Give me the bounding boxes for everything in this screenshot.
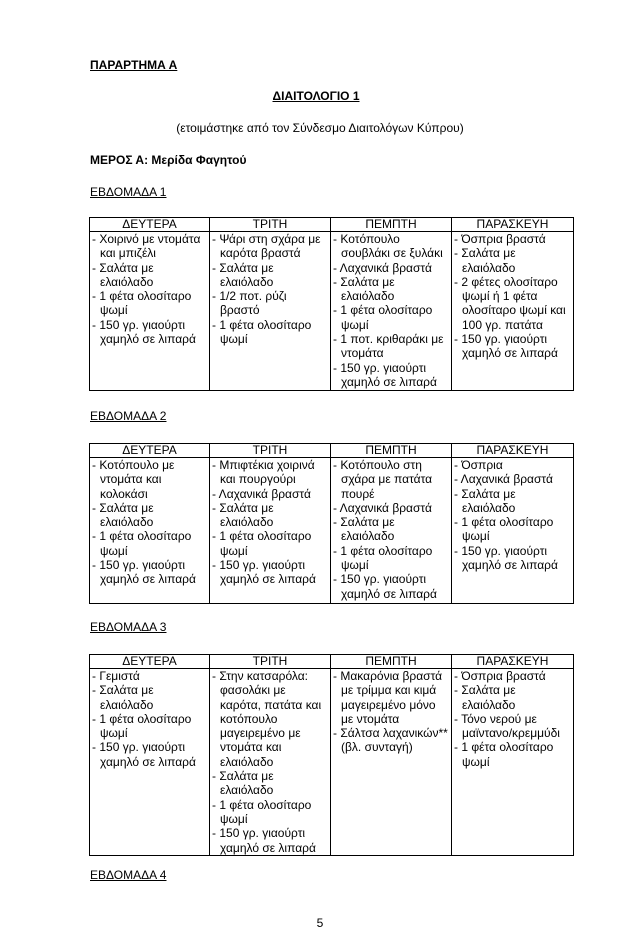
- column-header-thursday: ΠΕΜΠΤΗ: [331, 218, 452, 232]
- menu-item: - 1 φέτα ολοσίταρο ψωμί: [212, 318, 327, 347]
- menu-item: - Κοτόπουλο σουβλάκι σε ξυλάκι: [333, 232, 448, 261]
- menu-item: - Κοτόπουλο στη σχάρα με πατάτα πουρέ: [333, 458, 448, 501]
- menu-item: - 150 γρ. γιαούρτι χαμηλό σε λιπαρά: [454, 332, 570, 361]
- diet-title: [0, 89, 640, 103]
- menu-item: - 150 γρ. γιαούρτι χαμηλό σε λιπαρά: [212, 558, 327, 587]
- friday-menu-cell: [452, 232, 574, 391]
- menu-item: - 1 φέτα ολοσίταρο ψωμί: [212, 529, 327, 558]
- menu-item: - Γεμιστά: [92, 669, 206, 683]
- column-header-monday: ΔΕΥΤΕΡΑ: [90, 218, 210, 232]
- menu-item: - 150 γρ. γιαούρτι χαμηλό σε λιπαρά: [92, 318, 206, 347]
- monday-menu-cell: [90, 232, 210, 391]
- menu-item: - Μπιφτέκια χοιρινά και πουργούρι: [212, 458, 327, 487]
- thursday-menu-cell: [331, 458, 452, 604]
- menu-item: - Σαλάτα με ελαιόλαδο: [92, 501, 206, 530]
- menu-item: - 150 γρ. γιαούρτι χαμηλό σε λιπαρά: [333, 572, 448, 601]
- menu-item: - Στην κατσαρόλα: φασολάκι με καρότα, πατάτα και κοτόπουλο μαγειρεμένο με ντομάτα και ελαιόλαδο: [212, 669, 327, 769]
- menu-item: - 1 φέτα ολοσίταρο ψωμί: [212, 798, 327, 827]
- menu-item: - 1 φέτα ολοσίταρο ψωμί: [333, 303, 448, 332]
- menu-item: - Χοιρινό με ντομάτα και μπιζέλι: [92, 232, 206, 261]
- menu-item: - 150 γρ. γιαούρτι χαμηλό σε λιπαρά: [92, 558, 206, 587]
- friday-menu-cell: [452, 458, 574, 604]
- menu-item: - 1 φέτα ολοσίταρο ψωμί: [92, 529, 206, 558]
- tuesday-menu-cell: [210, 232, 331, 391]
- menu-item: - 1/2 ποτ. ρύζι βραστό: [212, 289, 327, 318]
- menu-item: - 150 γρ. γιαούρτι χαμηλό σε λιπαρά: [212, 826, 327, 855]
- monday-menu-cell: [90, 669, 210, 856]
- column-header-friday: ΠΑΡΑΣΚΕΥΗ: [452, 655, 574, 669]
- menu-item: - Τόνο νερού με μαϊντανο/κρεμμύδι: [454, 712, 570, 741]
- tuesday-menu-cell: [210, 458, 331, 604]
- menu-item: - 2 φέτες ολοσίταρο ψωμί ή 1 φέτα ολοσίταρο ψωμί και 100 γρ. πατάτα: [454, 275, 570, 332]
- column-header-tuesday: ΤΡΙΤΗ: [210, 444, 331, 458]
- menu-item: - Σαλάτα με ελαιόλαδο: [212, 261, 327, 290]
- friday-menu-cell: [452, 669, 574, 856]
- menu-item: - Λαχανικά βραστά: [333, 501, 448, 515]
- menu-item: - Σαλάτα με ελαιόλαδο: [333, 275, 448, 304]
- menu-item: - Σαλάτα με ελαιόλαδο: [212, 501, 327, 530]
- column-header-tuesday: ΤΡΙΤΗ: [210, 655, 331, 669]
- menu-item: - Ψάρι στη σχάρα με καρότα βραστά: [212, 232, 327, 261]
- monday-menu-cell: [90, 458, 210, 604]
- menu-item: - Όσπρια βραστά: [454, 232, 570, 246]
- page-number: 5: [316, 916, 324, 930]
- prepared-by-note: (ετοιμάστηκε από τον Σύνδεσμο Διαιτολόγων Κύπρου): [176, 121, 464, 135]
- column-header-monday: ΔΕΥΤΕΡΑ: [90, 655, 210, 669]
- menu-item: - Σαλάτα με ελαιόλαδο: [454, 246, 570, 275]
- menu-item: - Σαλάτα με ελαιόλαδο: [92, 683, 206, 712]
- column-header-monday: ΔΕΥΤΕΡΑ: [90, 444, 210, 458]
- menu-item: - 1 φέτα ολοσίταρο ψωμί: [454, 740, 570, 769]
- diet-title-text: ΔΙΑΙΤΟΛΟΓΙΟ 1: [272, 89, 360, 103]
- week-2-table: [89, 443, 574, 604]
- menu-item: - 150 γρ. γιαούρτι χαμηλό σε λιπαρά: [333, 361, 448, 390]
- tuesday-menu-cell: [210, 669, 331, 856]
- menu-item: - Σαλάτα με ελαιόλαδο: [333, 515, 448, 544]
- menu-item: - Σαλάτα με ελαιόλαδο: [212, 769, 327, 798]
- week-3-table: [89, 654, 574, 856]
- menu-item: - Μακαρόνια βραστά με τρίμμα και κιμά μαγειρεμένο μόνο με ντομάτα: [333, 669, 448, 726]
- menu-item: - Σαλάτα με ελαιόλαδο: [454, 487, 570, 516]
- menu-item: - 1 φέτα ολοσίταρο ψωμί: [333, 544, 448, 573]
- week-2-title: ΕΒΔΟΜΑΔΑ 2: [90, 409, 167, 423]
- menu-item: - 1 φέτα ολοσίταρο ψωμί: [454, 515, 570, 544]
- menu-item: - Λαχανικά βραστά: [454, 472, 570, 486]
- column-header-thursday: ΠΕΜΠΤΗ: [331, 655, 452, 669]
- menu-item: - 150 γρ. γιαούρτι χαμηλό σε λιπαρά: [454, 544, 570, 573]
- week-1-table: [89, 217, 574, 391]
- column-header-friday: ΠΑΡΑΣΚΕΥΗ: [452, 444, 574, 458]
- menu-item: - Όσπρια βραστά: [454, 669, 570, 683]
- appendix-heading: ΠΑΡΑΡΤΗΜΑ Α: [90, 58, 178, 72]
- menu-item: - 1 φέτα ολοσίταρο ψωμί: [92, 712, 206, 741]
- column-header-tuesday: ΤΡΙΤΗ: [210, 218, 331, 232]
- menu-item: - Όσπρια: [454, 458, 570, 472]
- menu-item: - 1 ποτ. κριθαράκι με ντομάτα: [333, 332, 448, 361]
- menu-item: - 150 γρ. γιαούρτι χαμηλό σε λιπαρά: [92, 740, 206, 769]
- menu-item: - Σάλτσα λαχανικών** (βλ. συνταγή): [333, 726, 448, 755]
- column-header-thursday: ΠΕΜΠΤΗ: [331, 444, 452, 458]
- menu-item: - Σαλάτα με ελαιόλαδο: [454, 683, 570, 712]
- thursday-menu-cell: [331, 669, 452, 856]
- menu-item: - 1 φέτα ολοσίταρο ψωμί: [92, 289, 206, 318]
- menu-item: - Λαχανικά βραστά: [212, 487, 327, 501]
- part-heading: ΜΕΡΟΣ Α: Μερίδα Φαγητού: [90, 153, 247, 167]
- thursday-menu-cell: [331, 232, 452, 391]
- menu-item: - Κοτόπουλο με ντομάτα και κολοκάσι: [92, 458, 206, 501]
- week-3-title: ΕΒΔΟΜΑΔΑ 3: [90, 620, 167, 634]
- column-header-friday: ΠΑΡΑΣΚΕΥΗ: [452, 218, 574, 232]
- week-1-title: ΕΒΔΟΜΑΔΑ 1: [90, 185, 167, 199]
- menu-item: - Λαχανικά βραστά: [333, 261, 448, 275]
- week-4-title: ΕΒΔΟΜΑΔΑ 4: [90, 868, 167, 882]
- menu-item: - Σαλάτα με ελαιόλαδο: [92, 261, 206, 290]
